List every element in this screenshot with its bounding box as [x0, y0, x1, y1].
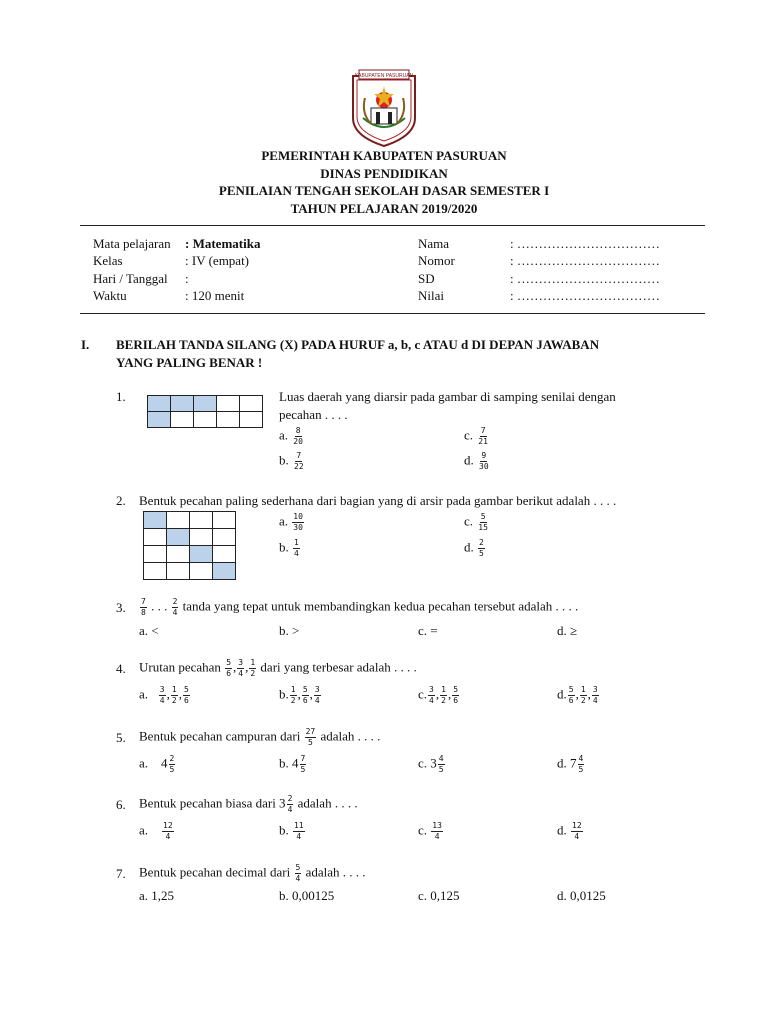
grid-cell — [240, 412, 263, 428]
option-b[interactable]: b. 4 $\frac{7}{5}$ — [279, 754, 306, 774]
grid-cell — [144, 563, 167, 580]
grid-cell-shaded — [148, 396, 171, 412]
grid-cell — [144, 529, 167, 546]
grid-cell — [144, 546, 167, 563]
grid-cell-shaded — [167, 529, 190, 546]
option-b[interactable]: b. > — [279, 623, 300, 638]
header-line-1: PEMERINTAH KABUPATEN PASURUAN — [261, 148, 507, 163]
option-d[interactable]: d. $\frac{2}{5}$ — [464, 538, 484, 558]
option-c[interactable]: c. $\frac{7}{21}$ — [464, 426, 488, 446]
option-a[interactable]: a. 4 $\frac{2}{5}$ — [139, 754, 175, 774]
grid-cell — [171, 412, 194, 428]
q7-text: Bentuk pecahan decimal dari $\frac{5}{4}$ adalah . . . . — [139, 863, 366, 883]
q1-shaded-grid — [147, 395, 263, 428]
question-number: 2. — [116, 493, 126, 508]
section-number: I. — [81, 337, 90, 352]
q5-text: Bentuk pecahan campuran dari $\frac{27}{5}$ adalah . . . . — [139, 727, 381, 747]
info-label: Mata pelajaran — [93, 236, 171, 251]
grid-cell — [190, 529, 213, 546]
number-field[interactable]: : …………………………… — [510, 253, 660, 268]
grid-cell — [167, 563, 190, 580]
option-c[interactable]: c. $\frac{3}{4}$ , $\frac{1}{2}$ , $\frac{5}{6}$ — [418, 685, 459, 705]
grid-cell — [190, 512, 213, 529]
q1-text-1: Luas daerah yang diarsir pada gambar di samping senilai dengan — [279, 389, 616, 404]
info-divider — [80, 313, 705, 314]
grid-cell-shaded — [148, 412, 171, 428]
grid-cell-shaded — [194, 396, 217, 412]
school-field[interactable]: : …………………………… — [510, 271, 660, 286]
option-b[interactable]: b. $\frac{11}{4}$ — [279, 821, 304, 841]
grid-cell — [240, 396, 263, 412]
option-d[interactable]: d. 0,0125 — [557, 888, 606, 903]
grid-cell — [213, 529, 236, 546]
svg-text:KABUPATEN PASURUAN: KABUPATEN PASURUAN — [354, 73, 414, 79]
q2-shaded-grid — [143, 511, 236, 580]
q3-text: $\frac{7}{8}$ . . . $\frac{2}{4}$ tanda yang tepat untuk membandingkan kedua pecahan tersebut adalah . . . . — [141, 597, 579, 617]
question-number: 6. — [116, 797, 126, 812]
info-label: Nama — [418, 236, 450, 251]
option-c[interactable]: c. $\frac{13}{4}$ — [418, 821, 442, 841]
score-field[interactable]: : …………………………… — [510, 288, 660, 303]
option-c[interactable]: c. $\frac{5}{15}$ — [464, 512, 488, 532]
option-a[interactable]: a. $\frac{8}{20}$ — [279, 426, 303, 446]
question-number: 4. — [116, 661, 126, 676]
info-value: : 120 menit — [185, 288, 245, 303]
option-b[interactable]: b. $\frac{1}{4}$ — [279, 538, 299, 558]
info-label: Waktu — [93, 288, 127, 303]
grid-cell-shaded — [144, 512, 167, 529]
option-b[interactable]: b. $\frac{7}{22}$ — [279, 451, 304, 471]
option-a[interactable]: a. $\frac{3}{4}$ , $\frac{1}{2}$ , $\frac{5}{6}$ — [139, 685, 189, 705]
grid-cell — [167, 546, 190, 563]
grid-cell — [190, 563, 213, 580]
q4-text: Urutan pecahan $\frac{5}{6}$ , $\frac{3}{4}$ , $\frac{1}{2}$ dari yang terbesar adalah . . . . — [139, 658, 417, 678]
question-number: 5. — [116, 730, 126, 745]
grid-cell — [167, 512, 190, 529]
question-number: 3. — [116, 600, 126, 615]
grid-cell-shaded — [190, 546, 213, 563]
section-instruction-2: YANG PALING BENAR ! — [116, 355, 263, 370]
option-c[interactable]: c. 0,125 — [418, 888, 460, 903]
option-c[interactable]: c. 3 $\frac{4}{5}$ — [418, 754, 444, 774]
question-number: 1. — [116, 389, 126, 404]
info-label: Nomor — [418, 253, 455, 268]
info-label: Nilai — [418, 288, 444, 303]
option-a[interactable]: a. < — [139, 623, 159, 638]
grid-cell — [213, 546, 236, 563]
name-field[interactable]: : …………………………… — [510, 236, 660, 251]
option-a[interactable]: a. 1,25 — [139, 888, 175, 903]
header-line-4: TAHUN PELAJARAN 2019/2020 — [290, 201, 478, 216]
grid-cell — [217, 396, 240, 412]
info-value: : Matematika — [185, 236, 261, 251]
header-line-2: DINAS PENDIDIKAN — [320, 166, 448, 181]
q6-text: Bentuk pecahan biasa dari 3 $\frac{2}{4}$ adalah . . . . — [139, 794, 358, 814]
grid-cell — [194, 412, 217, 428]
section-instruction-1: BERILAH TANDA SILANG (X) PADA HURUF a, b, c ATAU d DI DEPAN JAWABAN — [116, 337, 600, 352]
info-value: : — [185, 271, 189, 286]
grid-cell — [213, 512, 236, 529]
info-value: : IV (empat) — [185, 253, 250, 268]
q2-text: Bentuk pecahan paling sederhana dari bagian yang di arsir pada gambar berikut adalah . . . . — [139, 493, 617, 508]
info-label: Hari / Tanggal — [93, 271, 168, 286]
option-a[interactable]: a. $\frac{10}{30}$ — [279, 512, 303, 532]
option-d[interactable]: d. $\frac{5}{6}$ , $\frac{1}{2}$ , $\frac{3}{4}$ — [557, 685, 598, 705]
q1-text-2: pecahan . . . . — [279, 407, 348, 422]
option-d[interactable]: d. $\frac{9}{30}$ — [464, 451, 489, 471]
header-divider — [80, 225, 705, 226]
option-d[interactable]: d. ≥ — [557, 623, 578, 638]
option-c[interactable]: c. = — [418, 623, 438, 638]
option-a[interactable]: a. $\frac{12}{4}$ — [139, 821, 173, 841]
info-label: Kelas — [93, 253, 123, 268]
question-number: 7. — [116, 866, 126, 881]
kabupaten-pasuruan-emblem — [349, 68, 419, 148]
option-d[interactable]: d. 7 $\frac{4}{5}$ — [557, 754, 584, 774]
grid-cell-shaded — [213, 563, 236, 580]
option-d[interactable]: d. $\frac{12}{4}$ — [557, 821, 582, 841]
option-b[interactable]: b. 0,00125 — [279, 888, 335, 903]
option-b[interactable]: b. $\frac{1}{2}$ , $\frac{5}{6}$ , $\frac{3}{4}$ — [279, 685, 320, 705]
header-line-3: PENILAIAN TENGAH SEKOLAH DASAR SEMESTER I — [218, 183, 550, 198]
grid-cell — [217, 412, 240, 428]
grid-cell-shaded — [171, 396, 194, 412]
info-label: SD — [418, 271, 435, 286]
